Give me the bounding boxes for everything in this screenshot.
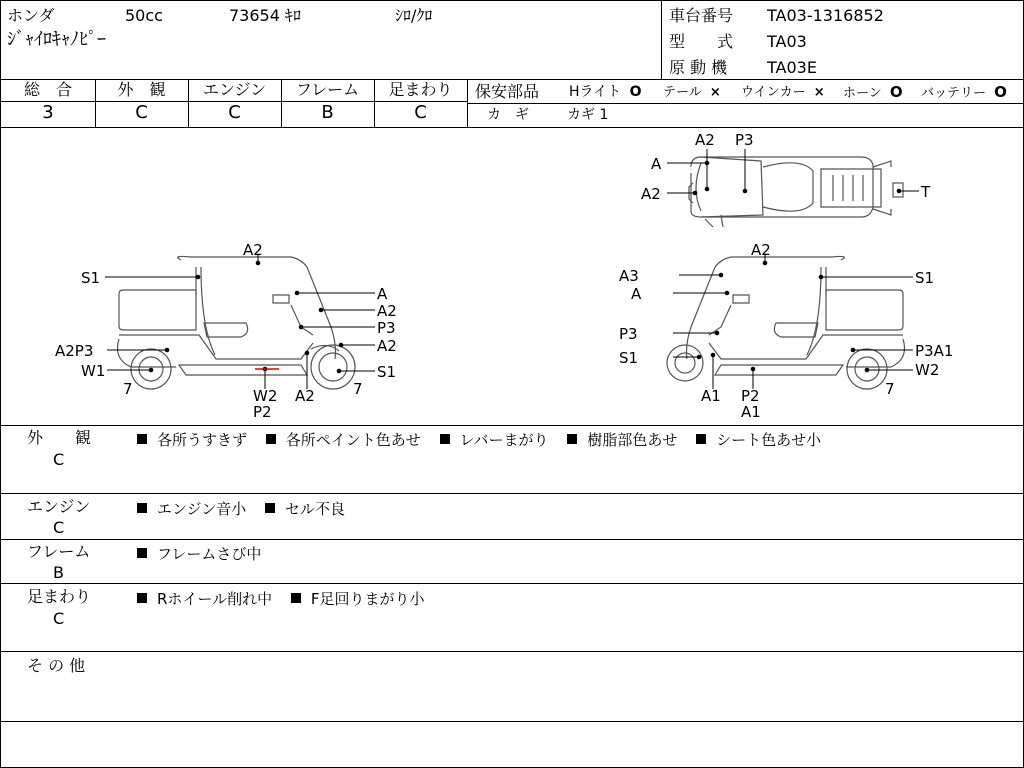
- left-label-4: A2: [377, 302, 397, 320]
- frame-no: TA03-1316852: [767, 6, 884, 25]
- section-exterior-grade: C: [53, 450, 65, 469]
- left-label-13: P2: [253, 403, 272, 421]
- grade-header-suspension: 足まわり: [388, 80, 453, 99]
- section-exterior-label: 外 観: [27, 428, 92, 447]
- section-frame-label: フレーム: [27, 542, 91, 561]
- grade-header-engine: エンジン: [202, 80, 267, 99]
- grade-suspension: C: [414, 102, 427, 123]
- top-view: [689, 157, 903, 227]
- left-label-9: S1: [377, 363, 397, 381]
- section-suspension-items: [137, 588, 439, 609]
- right-label-2: A3: [619, 267, 639, 285]
- body-color: ｼﾛ/ｸﾛ: [395, 6, 433, 25]
- top-label-1: A2: [695, 131, 715, 149]
- grade-header-total: 総 合: [23, 80, 72, 99]
- left-label-3: A: [377, 285, 388, 303]
- grade-header-exterior: 外 観: [117, 80, 166, 99]
- safety-headlight-mark: O: [629, 84, 642, 100]
- right-label-11: P2: [741, 387, 760, 405]
- safety-winker: [741, 84, 825, 102]
- engine-value: TA03E: [767, 58, 817, 77]
- type-value: TA03: [767, 32, 807, 51]
- left-label-14: A2: [295, 387, 315, 405]
- right-label-12: A1: [741, 403, 761, 421]
- left-label-11: 7: [353, 380, 363, 398]
- left-side-view: [118, 256, 356, 389]
- section-frame-items: [137, 543, 275, 564]
- mileage: 73654 ｷﾛ: [229, 6, 301, 25]
- top-label-4: A2: [641, 185, 661, 203]
- key-value: カギ 1: [567, 107, 609, 123]
- left-label-12: W2: [253, 387, 278, 405]
- right-label-5: P3: [619, 325, 638, 343]
- safety-winker-mark: ×: [813, 85, 825, 100]
- section-frame-grade: B: [53, 563, 64, 582]
- safety-headlight-label: Hライト: [569, 84, 622, 100]
- right-label-10: A1: [701, 387, 721, 405]
- top-label-2: P3: [735, 131, 754, 149]
- left-label-6: A2P3: [55, 342, 94, 360]
- left-label-10: 7: [123, 380, 133, 398]
- right-label-4: A: [631, 285, 642, 303]
- grade-exterior: C: [135, 102, 148, 123]
- maker: ホンダ: [7, 6, 55, 25]
- key-label: カ ギ: [487, 107, 529, 123]
- safety-headlight: [569, 83, 641, 101]
- section-exterior-items: [137, 429, 835, 450]
- defect-item: シート色あせ小: [696, 431, 821, 449]
- safety-tail: [663, 84, 721, 102]
- left-label-2: S1: [81, 269, 101, 287]
- defect-item: フレームさび中: [137, 545, 261, 563]
- model-name: ｼﾞｬｲﾛｷｬﾉﾋﾟｰ: [7, 29, 106, 50]
- section-other-label: そ の 他: [27, 656, 86, 675]
- defect-item: 各所ペイント色あせ: [266, 431, 421, 449]
- safety-winker-label: ウインカー: [741, 85, 806, 100]
- defect-item: F足回りまがり小: [291, 590, 425, 608]
- engine-label: 原 動 機: [669, 58, 728, 77]
- safety-horn-mark: O: [889, 83, 903, 101]
- grade-frame: B: [321, 102, 334, 123]
- defect-item: Rホイール削れ中: [137, 590, 272, 608]
- defect-item: セル不良: [265, 500, 345, 518]
- safety-tail-mark: ×: [709, 85, 721, 100]
- safety-battery-mark: O: [994, 83, 1007, 101]
- frame-no-label: 車台番号: [669, 6, 734, 25]
- grade-header-frame: フレーム: [295, 80, 360, 99]
- left-label-7: A2: [377, 337, 397, 355]
- defect-item: 樹脂部色あせ: [567, 431, 677, 449]
- grade-engine: C: [228, 102, 241, 123]
- section-suspension-grade: C: [53, 609, 65, 628]
- left-label-5: P3: [377, 319, 396, 337]
- safety-tail-label: テール: [663, 85, 702, 100]
- type-label: 型 式: [669, 32, 734, 51]
- right-label-3: S1: [915, 269, 935, 287]
- left-label-8: W1: [81, 362, 106, 380]
- right-label-9: 7: [885, 380, 895, 398]
- top-label-3: A: [651, 155, 662, 173]
- section-engine-label: エンジン: [27, 497, 91, 516]
- section-engine-grade: C: [53, 518, 65, 537]
- right-label-1: A2: [751, 241, 771, 259]
- left-label-1: A2: [243, 241, 263, 259]
- damage-diagram: [1, 127, 1023, 425]
- top-label-5: T: [921, 183, 931, 201]
- displacement: 50cc: [125, 6, 163, 25]
- right-label-8: W2: [915, 361, 940, 379]
- right-label-6: P3A1: [915, 342, 954, 360]
- safety-battery: [921, 83, 1007, 103]
- section-engine-items: [137, 498, 359, 519]
- defect-item: エンジン音小: [137, 500, 246, 518]
- safety-battery-label: バッテリー: [921, 86, 987, 101]
- section-suspension-label: 足まわり: [27, 587, 92, 606]
- grade-total: 3: [42, 102, 54, 123]
- right-label-7: S1: [619, 349, 639, 367]
- defect-item: レバーまがり: [440, 431, 549, 449]
- safety-horn: [843, 83, 903, 103]
- safety-label: 保安部品: [475, 82, 540, 101]
- safety-horn-label: ホーン: [843, 86, 882, 101]
- defect-item: 各所うすきず: [137, 431, 247, 449]
